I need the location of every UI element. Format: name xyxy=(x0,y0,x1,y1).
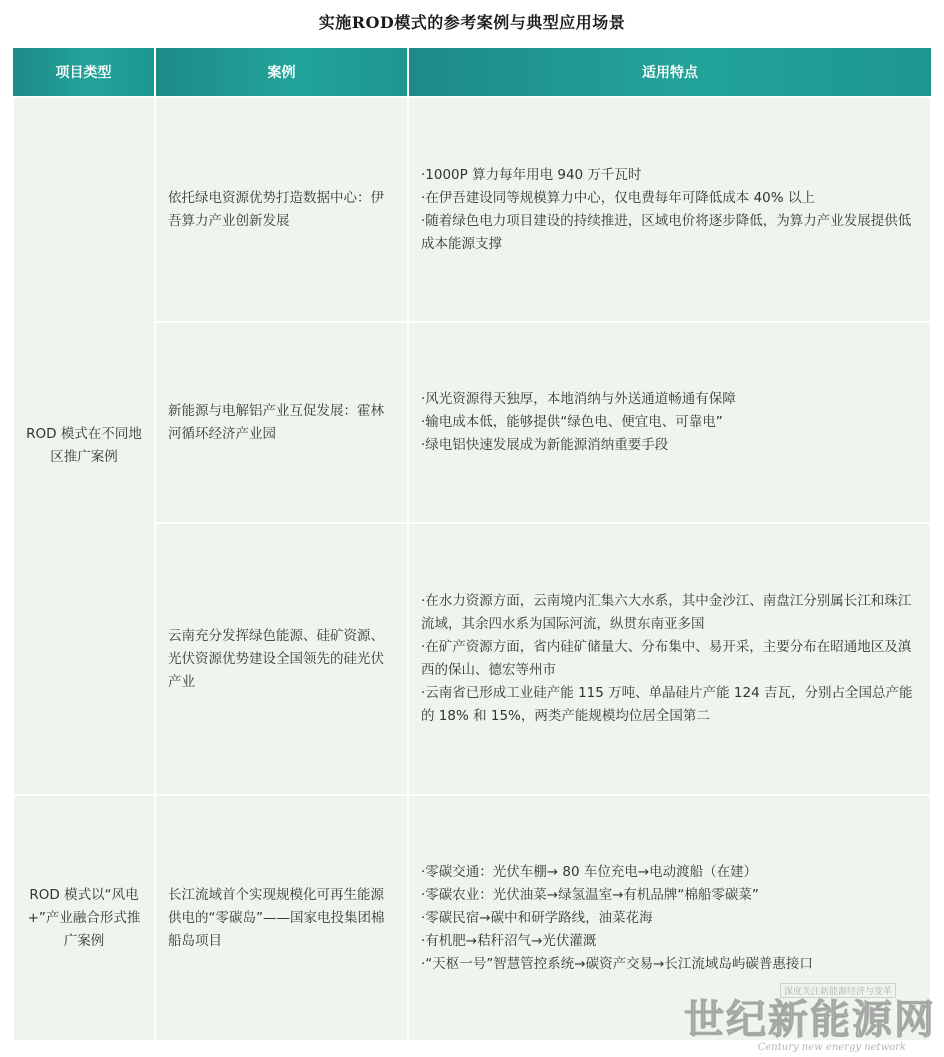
feature-item: ·绿电铝快速发展成为新能源消纳重要手段 xyxy=(421,437,669,453)
header-case: 案例 xyxy=(155,48,408,97)
case-cell: 长江流域首个实现规模化可再生能源供电的“零碳岛”——国家电投集团棉船岛项目 xyxy=(155,795,408,1041)
feature-item: ·云南省已形成工业硅产能 115 万吨、单晶硅片产能 124 吉瓦，分别占全国总产能的 18% 和 15%，两类产能规模均位居全国第二 xyxy=(421,685,913,724)
feature-item: ·在水力资源方面，云南境内汇集六大水系，其中金沙江、南盘江分别属长江和珠江流域，其余四水系为国际河流，纵贯东南亚多国 xyxy=(421,593,912,632)
feature-item: ·输电成本低，能够提供“绿色电、便宜电、可靠电” xyxy=(421,414,723,430)
project-type-cell: ROD 模式以“风电 +”产业融合形式推广案例 xyxy=(13,795,155,1041)
header-project-type: 项目类型 xyxy=(13,48,155,97)
features-cell xyxy=(408,795,931,1041)
header-features: 适用特点 xyxy=(408,48,931,97)
feature-item: ·风光资源得天独厚，本地消纳与外送通道畅通有保障 xyxy=(421,391,736,407)
table-row xyxy=(13,97,931,322)
project-type-cell: ROD 模式在不同地区推广案例 xyxy=(13,97,155,795)
feature-item: ·1000P 算力每年用电 940 万千瓦时 xyxy=(421,166,642,183)
features-cell xyxy=(408,97,931,322)
feature-item: ·有机肥→秸秆沼气→光伏灌溉 xyxy=(421,932,597,949)
feature-item: ·在伊吾建设同等规模算力中心，仅电费每年可降低成本 40% 以上 xyxy=(421,189,815,206)
case-cell: 依托绿电资源优势打造数据中心：伊吾算力产业创新发展 xyxy=(155,97,408,322)
case-cell: 新能源与电解铝产业互促发展：霍林河循环经济产业园 xyxy=(155,322,408,523)
feature-item: ·“天枢一号”智慧管控系统→碳资产交易→长江流域岛屿碳普惠接口 xyxy=(421,955,813,972)
table-row xyxy=(13,795,931,1041)
watermark-logo: 世纪新能源网 xyxy=(684,996,936,1043)
feature-item: ·在矿产资源方面，省内硅矿储量大、分布集中、易开采，主要分布在昭通地区及滇西的保山、德宏等州市 xyxy=(421,639,912,678)
feature-item: ·零碳农业：光伏油菜→绿氢温室→有机品牌“棉船零碳菜” xyxy=(421,886,759,903)
table-header-row xyxy=(13,48,931,97)
watermark-english: Century new energy network xyxy=(757,1042,906,1053)
features-cell xyxy=(408,322,931,523)
features-cell xyxy=(408,523,931,795)
case-cell: 云南充分发挥绿色能源、硅矿资源、光伏资源优势建设全国领先的硅光伏产业 xyxy=(155,523,408,795)
feature-item: ·零碳民宿→碳中和研学路线，油菜花海 xyxy=(421,909,653,926)
page-title: 实施ROD模式的参考案例与典型应用场景 xyxy=(318,13,626,32)
feature-item: ·零碳交通：光伏车棚→ 80 车位充电→电动渡船（在建） xyxy=(421,863,758,880)
case-table xyxy=(12,48,932,1042)
feature-item: ·随着绿色电力项目建设的持续推进，区域电价将逐步降低，为算力产业发展提供低成本能源支撑 xyxy=(421,212,912,252)
watermark-slogan: 深度关注新能源经济与变革 xyxy=(780,983,896,998)
